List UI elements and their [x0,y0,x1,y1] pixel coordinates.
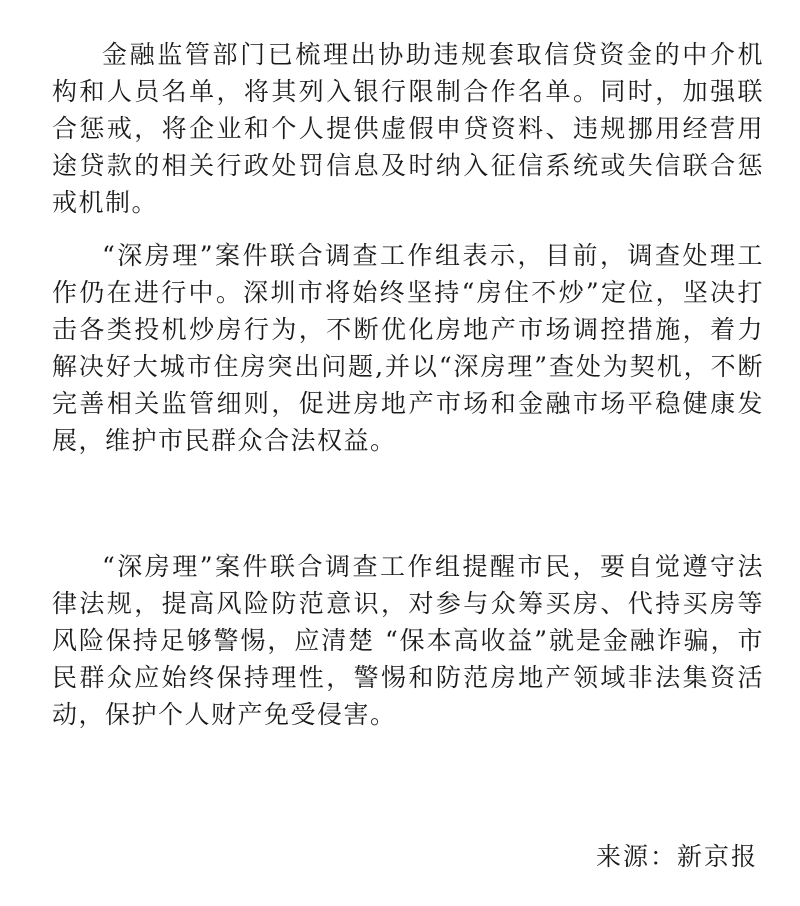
article-paragraph-2: “深房理”案件联合调查工作组表示，目前，调查处理工作仍在进行中。深圳市将始终坚持“房住不炒”定位，坚决打击各类投机炒房行为，不断优化房地产市场调控措施，着力解决好大城市住房突出问题,并以“深房理”查处为契机，不断完善相关监管细则，促进房地产市场和金融市场平稳健康发展，维护市民群众合法权益。 [52,241,764,455]
article-paragraph-1: 金融监管部门已梳理出协助违规套取信贷资金的中介机构和人员名单，将其列入银行限制合作名单。同时，加强联合惩戒，将企业和个人提供虚假申贷资料、违规挪用经营用途贷款的相关行政处罚信息及时纳入征信系统或失信联合惩戒机制。 [52,40,764,217]
article-paragraph-3: “深房理”案件联合调查工作组提醒市民，要自觉遵守法律法规，提高风险防范意识，对参与众筹买房、代持买房等风险保持足够警惕，应清楚 “保本高收益”就是金融诈骗，市民群众应始终保持理性，警惕和防范房地产领域非法集资活动，保护个人财产免受侵害。 [52,552,764,729]
article-source: 来源：新京报 [595,842,758,871]
